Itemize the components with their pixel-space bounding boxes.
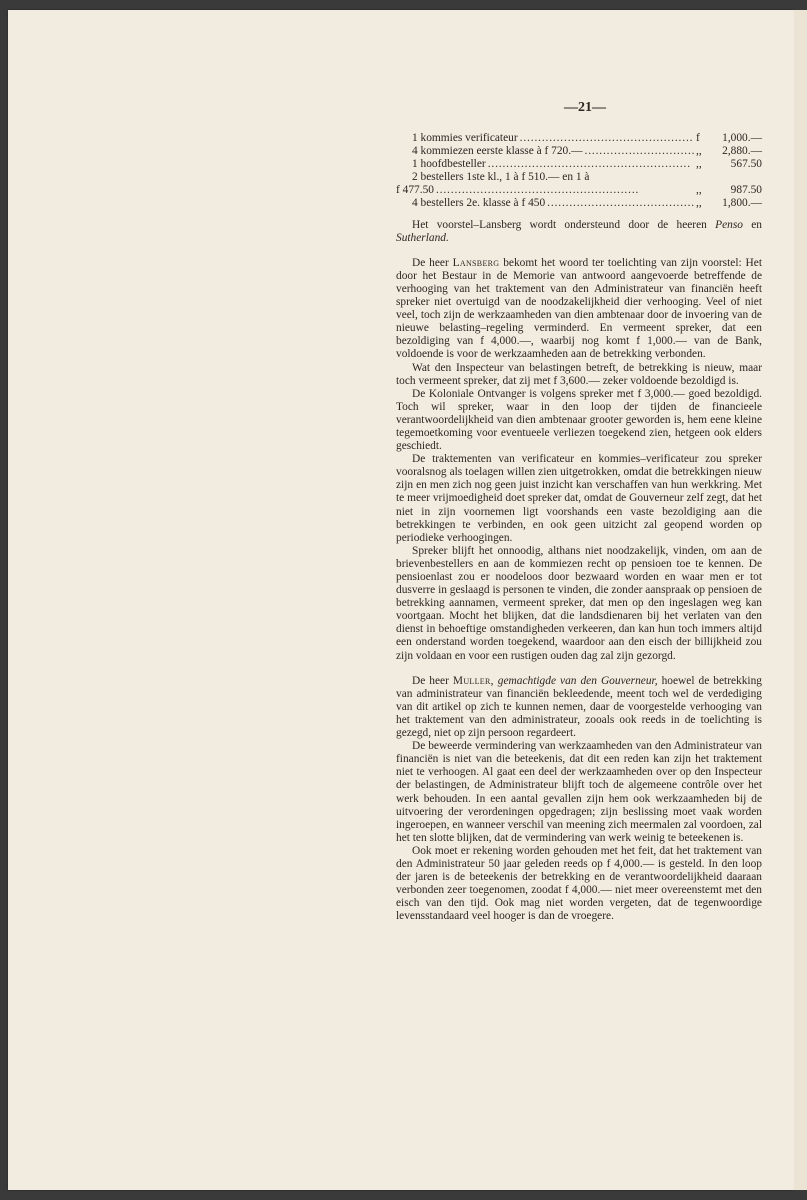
ledger-row: f 477.50 . . . ,, 987.50 [396,184,762,197]
paragraph-muller-3: Ook moet er rekening worden gehouden met het feit, dat het traktement van den Administrateur 50 jaar geleden reeds op f 4,000.— is gesteld. In den loop der jaren is de beteekenis der betrekking en de verantwoordelijkheid daaraan verbonden zeer toegenomen, zoodat f 4,000.— niet meer overeenstemt met den eisch van den tijd. Ook mag niet worden vergeten, dat de tegenwoordige levensstandaard veel hooger is dan de vroegere. [396,844,762,923]
page-edge [794,10,807,1190]
ledger-row: 4 kommiezen eerste klasse à f 720.— . . . ,, 2,880.— [396,145,762,158]
speaker-name: Muller, [452,674,494,687]
page-number: —21— [564,100,606,115]
salary-ledger [396,132,762,211]
speaker-name: Lansberg [452,256,500,269]
paragraph-lansberg-5: Spreker blijft het onnoodig, althans niet noodzakelijk, vinden, om aan de brievenbestellers en aan de kommiezen recht op pensioen toe te kennen. De pensioenlast zou er noodeloos door bezwaard worden en waar men er tot dusverre in geslaagd is personen te vinden, die zonder aanspraak op pensioen de betrekking aannamen, vermeent spreker, dat men op den ingeslagen weg kan voortgaan. Mocht het blijken, dat die landsdienaren bij het verlaten van den dienst in behoeftige omstandigheden verkeeren, dan kan hun toch immers altijd een onderstand worden toegekend, waardoor aan den eisch der billijkheid zou zijn voldaan en voor een rustigen ouden dag zal zijn gezorgd. [396,544,762,662]
ledger-row: 1 hoofdbesteller . . . ,, 567.50 [396,158,762,171]
paragraph-muller-2: De beweerde vermindering van werkzaamheden van den Administrateur van financiën is niet van die beteekenis, dat dit een reden kan zijn het traktement niet te verhoogen. Al gaat een deel der werkzaamheden over op den Inspecteur der belastingen, de Administrateur blijft toch de algemeene contrôle over het werk behouden. In een aantal gevallen zijn hem ook werkzaamheden bij de uitvoering der verordeningen opgedragen; zijn beslissing moet vaak worden ingeroepen, en wanneer verschil van meening zich meermalen zal voordoen, zal het ten slotte blijken, dat de vermindering van werk weinig te beteekenen is. [396,740,762,844]
paragraph-lansberg-4: De traktementen van verificateur en kommies–verificateur zou spreker vooralsnog als toelagen willen zien uitgetrokken, omdat die betrekkingen nieuw zijn en men zich nog geen juist inzicht kan verschaffen van hun werkkring. Met te meer vrijmoedigheid doet spreker dat, omdat de Gouverneur zelf zegt, dat het niet in zijn voornemen ligt voorshands een vaste bezoldiging aan die betrekkingen te verbinden, en ook geen uitzicht zal geopend worden op periodieke verhoogingen. [396,453,762,544]
paragraph-support: Het voorstel–Lansberg wordt ondersteund door de heeren Penso en Sutherland. [396,218,762,244]
text-column [396,132,762,923]
paragraph-lansberg-1: De heer Lansberg bekomt het woord ter toelichting van zijn voorstel: Het door het Bestaur in de Memorie van antwoord aangevoerde betreffende de verhooging van het traktement van den Administrateur van financiën heeft spreker niet overtuigd van de noodzakelijkheid dier verhooging. Veel of niet veel, toch zijn de werkzaamheden van dien ambtenaar door de invoering van de nieuwe belasting–regeling verminderd. En vermeent spreker, dat een bezoldiging van f 4,000.—, waarbij nog komt f 1,000.— van de Bank, voldoende is voor de werkzaamheden aan de betrekking verbonden. [396,256,762,361]
ledger-row: 4 bestellers 2e. klasse à f 450 . . . ,, 1,800.— [396,197,762,210]
paragraph-lansberg-3: De Koloniale Ontvanger is volgens spreker met f 3,000.— goed bezoldigd. Toch wil spreker, waar in den loop der tijden de financieele verantwoordelijkheid van dien ambtenaar grooter geworden is, hem eene kleine tegemoetkoming voor eventueele verliezen toegekend zien, hetgeen ook elders geschiedt. [396,387,762,453]
paragraph-muller-1: De heer Muller, gemachtigde van den Gouverneur, hoewel de betrekking van administrateur van financiën bekleedende, meent toch wel de verdediging van dit artikel op zich te kunnen nemen, daar de voorgestelde verhooging van het traktement van den administrateur, zooals ook reeds in de toelichting is gezegd, niet op zijn persoon regardeert. [396,674,762,740]
ledger-row: 2 bestellers 1ste kl., 1 à f 510.— en 1 à [412,171,590,184]
ledger-row: 1 kommies verificateur . . . f 1,000.— [396,132,762,145]
paragraph-lansberg-2: Wat den Inspecteur van belastingen betreft, de betrekking is nieuw, maar toch vermeent spreker, dat zij met f 3,600.— zeker voldoende bezoldigd is. [396,361,762,387]
